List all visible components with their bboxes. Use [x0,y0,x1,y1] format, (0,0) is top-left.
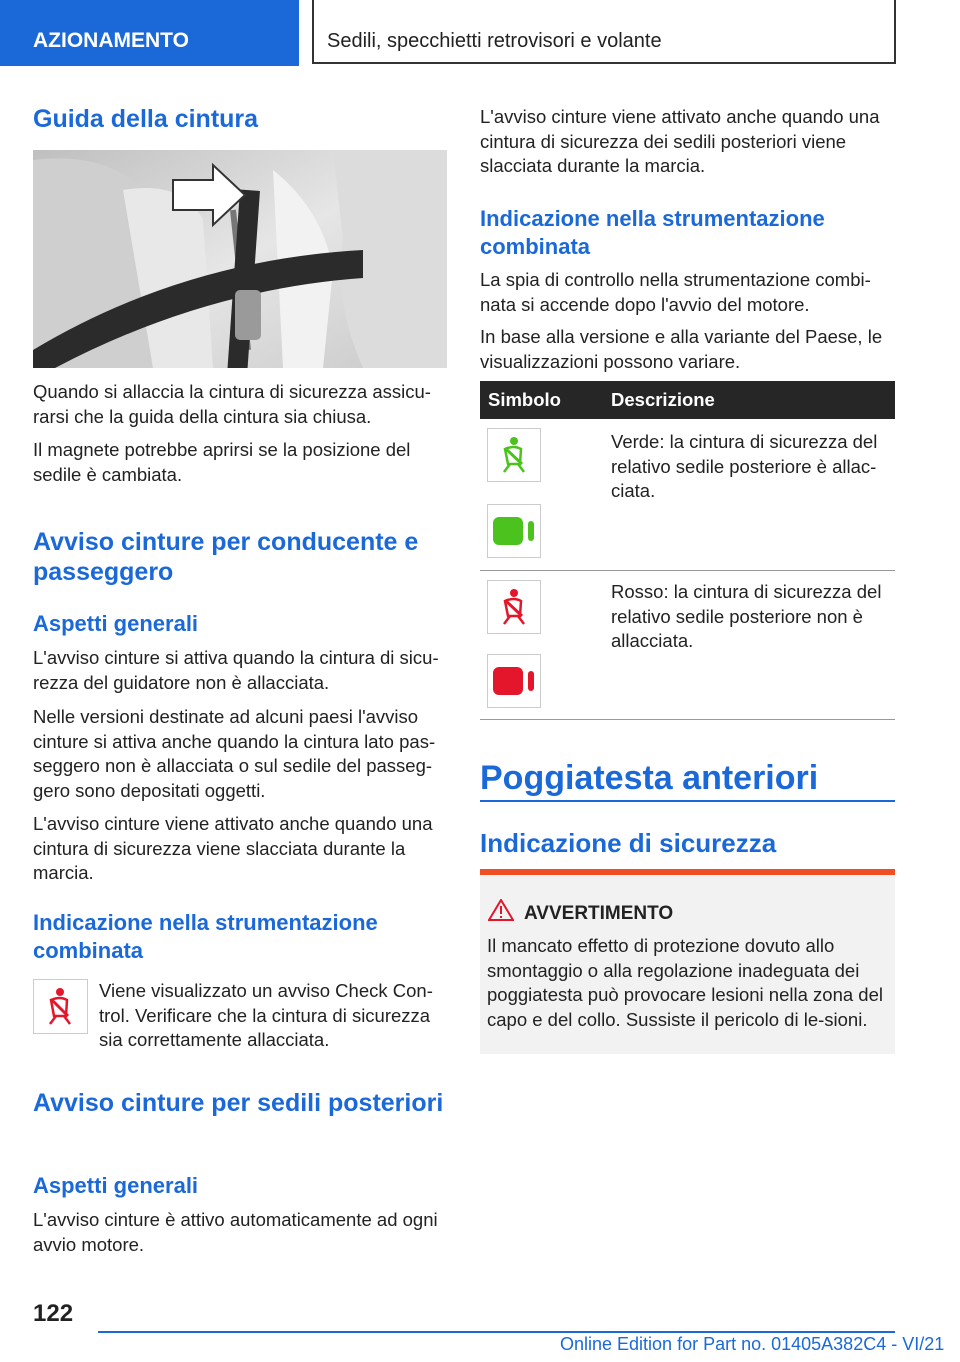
para-general-2: Nelle versioni destinate ad alcuni paesi l'avviso cinture si attiva anche quando la cintura lato pas-seggero non è allacciata o sul sedile del passeg-gero sono depositati oggetti. [33,706,436,801]
warning-triangle-icon [488,899,514,921]
rear-seat-green-indicator-icon [487,504,541,558]
warning-title: AVVERTIMENTO [524,903,674,924]
title-front-warning: Avviso cinture per conducente e passeggero [33,528,419,586]
para-general-1: L'avviso cinture si attiva quando la cintura di sicu-rezza del guidatore non è allacciata. [33,647,439,693]
para-indication-2b: In base alla versione e alla variante del Paese, le visualizzazioni possono variare. [480,326,883,372]
table-divider [480,570,895,571]
chapter-tab [312,0,896,64]
footer-line [98,1331,895,1333]
title-rear-warning: Avviso cinture per sedili posteriori [33,1089,444,1117]
warning-text: Il mancato effetto di protezione dovuto allo smontaggio o alla regolazione inadeguata dei poggiatesta può provocare lesioni nella zona del capo e del collo. Sussiste il pericolo di le-sioni. [487,935,883,1030]
subtitle-safety: Indicazione di sicurezza [480,828,777,858]
chapter-title: Sedili, specchietti retrovisori e volante [327,30,662,52]
col-symbol: Simbolo [488,389,561,410]
rear-seat-red-indicator-icon [487,654,541,708]
para-general-rear: L'avviso cinture è attivo automaticamente ad ogni avvio motore. [33,1209,438,1255]
col-description: Descrizione [611,389,715,410]
subtitle-indication-2: Indicazione nella strumentazione combinata [480,206,825,259]
seatbelt-green-icon [487,428,541,482]
subtitle-general-2: Aspetti generali [33,1173,199,1198]
section-tab [0,0,299,66]
title-headrest: Poggiatesta anteriori [480,759,819,797]
para-guide-2: Il magnete potrebbe aprirsi se la posizione del sedile è cambiata. [33,439,411,485]
title-belt-guide: Guida della cintura [33,105,259,133]
section-title: AZIONAMENTO [33,29,189,52]
para-indication-1: Viene visualizzato un avviso Check Con-trol. Verificare che la cintura di sicurezza sia correttamente allacciata. [99,980,433,1050]
para-rear-1: L'avviso cinture viene attivato anche quando una cintura di sicurezza dei sedili posteriori viene slacciata durante la marcia. [480,106,880,176]
seatbelt-warning-red-icon [33,979,88,1034]
footer-edition: Online Edition for Part no. 01405A382C4 - VI/21 [560,1334,945,1354]
table-header [480,381,895,419]
seat-belt-guide-image [33,150,447,368]
subtitle-indication-1: Indicazione nella strumentazione combinata [33,910,378,963]
subtitle-general-1: Aspetti generali [33,611,199,636]
para-guide-1: Quando si allaccia la cintura di sicurezza assicu-rarsi che la guida della cintura sia chiusa. [33,381,431,427]
seat-belt-illustration [33,150,447,368]
page-number: 122 [33,1300,74,1327]
warning-box [480,869,895,1054]
para-indication-2a: La spia di controllo nella strumentazione combi-nata si accende dopo l'avvio del motore. [480,269,871,315]
row-red-desc: Rosso: la cintura di sicurezza del relativo sedile posteriore non è allacciata. [611,581,882,651]
table-bottom-divider [480,719,895,720]
seatbelt-red-icon [487,580,541,634]
para-general-3: L'avviso cinture viene attivato anche quando una cintura di sicurezza viene slacciata durante la marcia. [33,813,433,883]
title-underline [480,800,895,802]
row-green-desc: Verde: la cintura di sicurezza del relativo sedile posteriore è allac-ciata. [611,431,878,501]
